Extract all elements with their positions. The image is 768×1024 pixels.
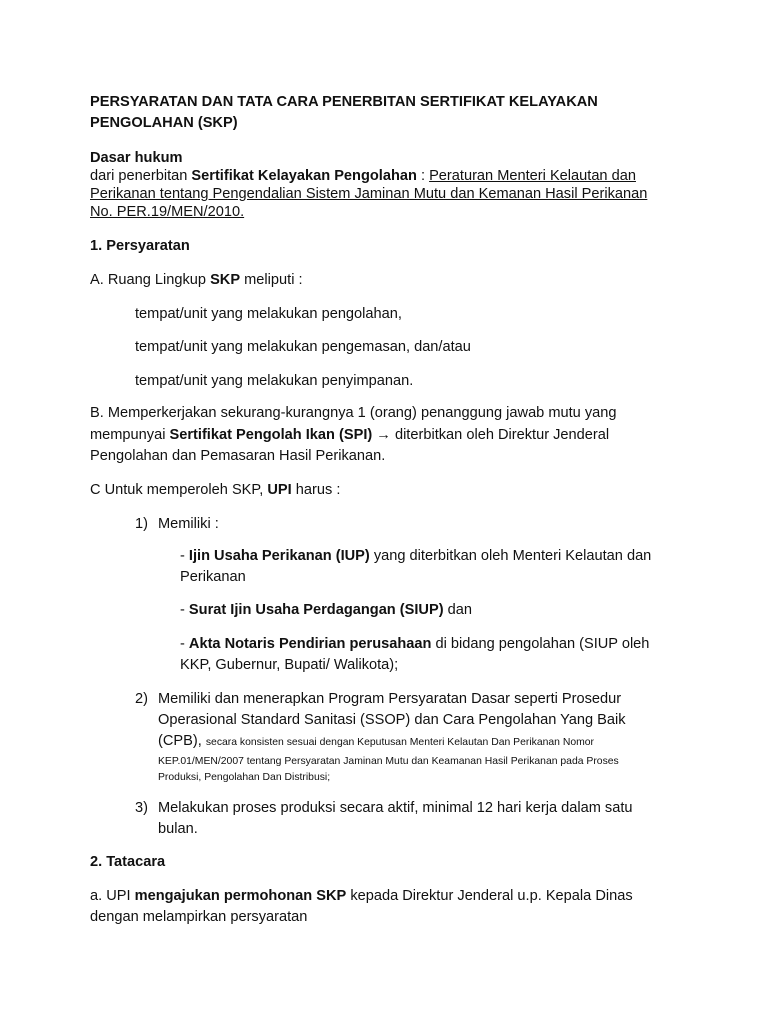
- license-item-siup: [180, 600, 472, 621]
- item-c-bold: UPI: [267, 482, 292, 498]
- item-b-suffix: → diterbitkan oleh Direktur Jenderal: [372, 427, 610, 443]
- item-a-prefix: A. Ruang Lingkup: [90, 272, 211, 288]
- item-a-ruang-lingkup: [90, 270, 303, 291]
- dasar-colon: :: [416, 168, 430, 184]
- tatacara-a-line2: dengan melampirkan persyaratan: [90, 909, 308, 925]
- item-c-prefix: C Untuk memperoleh SKP,: [90, 482, 268, 498]
- item-b-line2: [90, 425, 609, 446]
- scope-item: tempat/unit yang melakukan penyimpanan.: [135, 373, 414, 389]
- dasar-prefix: dari penerbitan: [90, 168, 192, 184]
- dash: -: [180, 602, 189, 618]
- item-a-bold: SKP: [210, 272, 241, 288]
- item-b-line1: B. Memperkerjakan sekurang-kurangnya 1 (orang) penanggung jawab mutu yang: [90, 405, 617, 421]
- regulation-link-part3[interactable]: No. PER.19/MEN/2010.: [90, 204, 245, 220]
- license-item-akta: [180, 634, 649, 655]
- c2-line3: [158, 731, 594, 752]
- license-desc: yang diterbitkan oleh Menteri Kelautan dan: [369, 548, 652, 564]
- dash: -: [180, 548, 189, 564]
- license-item-akta-cont: KKP, Gubernur, Bupati/ Walikota);: [180, 657, 399, 673]
- dash: -: [180, 636, 189, 652]
- scope-item: tempat/unit yang melakukan pengemasan, dan/atau: [135, 339, 471, 355]
- item-c-suffix: harus :: [291, 482, 341, 498]
- license-desc: di bidang pengolahan (SIUP oleh: [431, 636, 650, 652]
- c1-label: Memiliki :: [158, 516, 219, 532]
- document-title-line2: PENGOLAHAN (SKP): [90, 115, 238, 131]
- item-b-line3: Pengolahan dan Pemasaran Hasil Perikanan.: [90, 448, 386, 464]
- tatacara-a-suffix: kepada Direktur Jenderal u.p. Kepala Dinas: [346, 888, 633, 904]
- c2-small-line2: KEP.01/MEN/2007 tentang Persyaratan Jaminan Mutu dan Keamanan Hasil Perikanan pada Proses: [158, 756, 619, 767]
- item-c-intro: [90, 480, 340, 501]
- c2-line1: Memiliki dan menerapkan Program Persyaratan Dasar seperti Prosedur: [158, 691, 622, 707]
- c3-line1: Melakukan proses produksi secara aktif, minimal 12 hari kerja dalam satu: [158, 800, 633, 816]
- license-item-iup: [180, 546, 651, 567]
- c2-cpb: (CPB),: [158, 733, 206, 749]
- item-b-prefix: mempunyai: [90, 427, 170, 443]
- scope-item: tempat/unit yang melakukan pengolahan,: [135, 306, 402, 322]
- list-number: 1): [135, 516, 148, 532]
- dasar-hukum-heading: Dasar hukum: [90, 150, 183, 166]
- c2-small-note: secara konsisten sesuai dengan Keputusan Menteri Kelautan Dan Perikanan Nomor: [205, 737, 594, 748]
- tatacara-a-line1: [90, 886, 633, 907]
- item-b-bold: Sertifikat Pengolah Ikan (SPI): [169, 427, 373, 443]
- license-desc: dan: [443, 602, 472, 618]
- c2-line2: Operasional Standard Sanitasi (SSOP) dan Cara Pengolahan Yang Baik: [158, 712, 626, 728]
- section-tatacara-heading: 2. Tatacara: [90, 854, 166, 870]
- license-name: Ijin Usaha Perikanan (IUP): [188, 548, 370, 564]
- license-name: Surat Ijin Usaha Perdagangan (SIUP): [188, 602, 444, 618]
- regulation-link-part1[interactable]: Peraturan Menteri Kelautan dan: [429, 168, 636, 184]
- license-item-iup-cont: Perikanan: [180, 569, 246, 585]
- item-a-suffix: meliputi :: [240, 272, 303, 288]
- c2-small-line3: Produksi, Pengolahan Dan Distribusi;: [158, 772, 331, 783]
- regulation-link-part2[interactable]: Perikanan tentang Pengendalian Sistem Jaminan Mutu dan Kemanan Hasil Perikanan: [90, 186, 648, 202]
- license-name: Akta Notaris Pendirian perusahaan: [188, 636, 432, 652]
- list-number: 2): [135, 691, 148, 707]
- list-number: 3): [135, 800, 148, 816]
- tatacara-a-prefix: a. UPI: [90, 888, 135, 904]
- c3-line2: bulan.: [158, 821, 198, 837]
- dasar-bold: Sertifikat Kelayakan Pengolahan: [191, 168, 417, 184]
- document-title-line1: PERSYARATAN DAN TATA CARA PENERBITAN SERTIFIKAT KELAYAKAN: [90, 94, 598, 110]
- section-persyaratan-heading: 1. Persyaratan: [90, 238, 190, 254]
- tatacara-a-bold: mengajukan permohonan SKP: [134, 888, 347, 904]
